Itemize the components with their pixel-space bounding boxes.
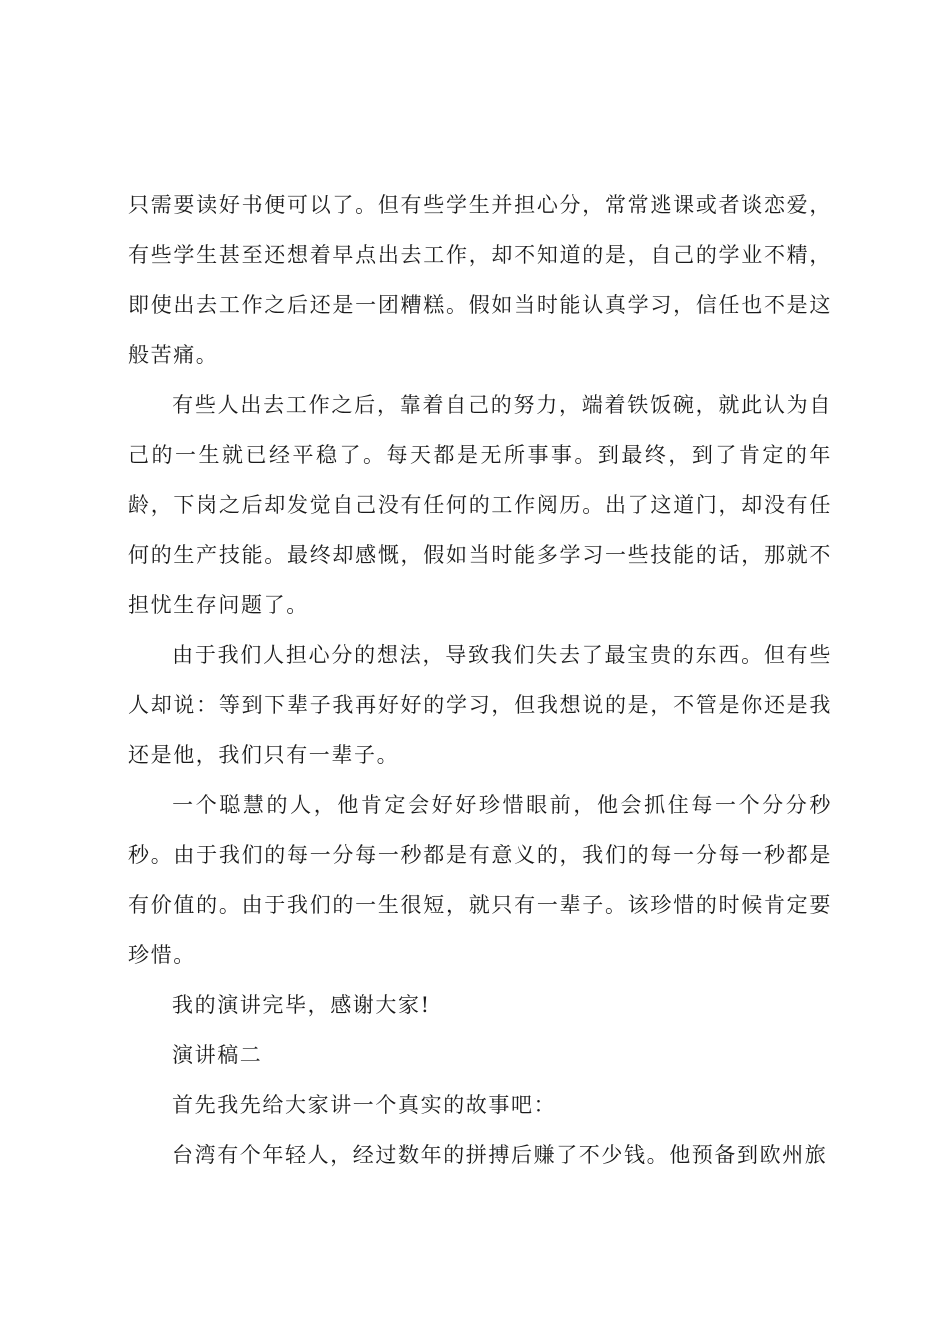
section-title: 演讲稿二: [172, 1043, 263, 1067]
paragraph-2: 有些人出去工作之后，靠着自己的努力，端着铁饭碗，就此认为自己的一生就已经平稳了。每天都是无所事事。到最终，到了肯定的年龄，下岗之后却发觉自己没有任何的工作阅历。出了这道门，却没有任何的生产技能。最终却感慨，假如当时能多学习一些技能的话，那就不担忧生存问题了。: [128, 393, 832, 617]
intro-line: 首先我先给大家讲一个真实的故事吧：: [172, 1093, 557, 1117]
document-body: [128, 180, 832, 1180]
paragraph-3: 由于我们人担心分的想法，导致我们失去了最宝贵的东西。但有些人却说：等到下辈子我再好好的学习，但我想说的是，不管是你还是我还是他，我们只有一辈子。: [128, 643, 832, 767]
story-start: 台湾有个年轻人，经过数年的拼搏后赚了不少钱。他预备到欧州旅: [172, 1143, 828, 1167]
closing-line: 我的演讲完毕，感谢大家!: [172, 993, 431, 1017]
paragraph-1: 只需要读好书便可以了。但有些学生并担心分，常常逃课或者谈恋爱，有些学生甚至还想着早点出去工作，却不知道的是，自己的学业不精，即使出去工作之后还是一团糟糕。假如当时能认真学习，信任也不是这般苦痛。: [128, 193, 832, 367]
paragraph-4: 一个聪慧的人，他肯定会好好珍惜眼前，他会抓住每一个分分秒秒。由于我们的每一分每一秒都是有意义的，我们的每一分每一秒都是有价值的。由于我们的一生很短，就只有一辈子。该珍惜的时候肯定要珍惜。: [128, 793, 832, 967]
